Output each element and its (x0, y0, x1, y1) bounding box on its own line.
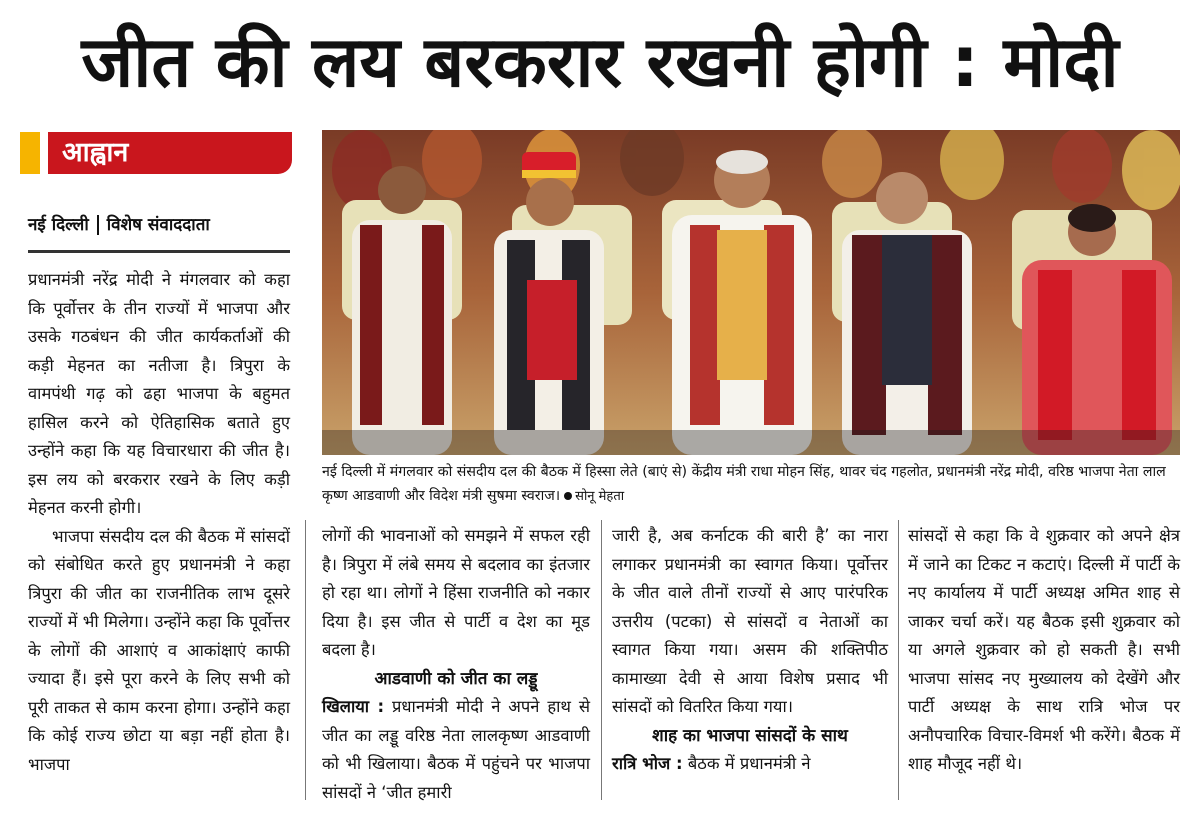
byline (28, 212, 210, 235)
news-photo (322, 130, 1180, 455)
subheading-runin: खिलाया : (322, 697, 385, 716)
subheading-runin: रात्रि भोज : (612, 754, 683, 773)
paragraph (322, 693, 590, 807)
paragraph: भाजपा संसदीय दल की बैठक में सांसदों को संबोधित करते हुए प्रधानमंत्री ने कहा त्रिपुरा की जीत का राजनीतिक लाभ दूसरे राज्यों में भी मिलेगा। उन्होंने कहा कि पूर्वोत्तर के लोगों की आशाएं व आकांक्षाएं काफी ज्यादा हैं। इसे पूरा करने के लिए सभी को पूरी ताकत से काम करना होगा। उन्होंने कहा कि कोई राज्य छोटा या बड़ा नहीं होता है। भाजपा (28, 526, 290, 774)
byline-separator (97, 215, 99, 235)
paragraph (612, 750, 888, 779)
subheading: आडवाणी को जीत का लड्डू (374, 668, 538, 689)
paragraph: जारी है, अब कर्नाटक की बारी है’ का नारा लगाकर प्रधानमंत्री का स्वागत किया। पूर्वोत्तर के जीत वाले तीनों राज्यों से आए पारंपरिक उत्तरीय (पटका) से सांसदों व नेताओं का स्वागत किया गया। असम की शक्तिपीठ कामाख्या देवी से आया विशेष प्रसाद भी सांसदों को वितरित किया गया। (612, 526, 888, 716)
photo-caption (322, 460, 1180, 509)
paragraph-text: प्रधानमंत्री मोदी ने अपने हाथ से जीत का लड्डू वरिष्ठ नेता लालकृष्ण आडवाणी को भी खिलाया। बैठक में पहुंचने पर भाजपा सांसदों ने ‘जीत हमारी (322, 697, 590, 802)
kicker-accent-bar (20, 132, 40, 174)
article-column-4 (908, 522, 1180, 779)
column-divider (898, 520, 899, 800)
article-column-3 (612, 522, 888, 779)
paragraph: लोगों की भावनाओं को समझने में सफल रही है। त्रिपुरा में लंबे समय से बदलाव का इंतजार हो रहा था। लोगों ने हिंसा राजनीति को नकार दिया है। इस जीत से पार्टी व देश का मूड बदला है। (322, 526, 590, 659)
section-kicker (20, 132, 292, 174)
subheading: शाह का भाजपा सांसदों के साथ (652, 725, 848, 746)
caption-text: नई दिल्ली में मंगलवार को संसदीय दल की बैठक में हिस्सा लेते (बाएं से) केंद्रीय मंत्री राधा मोहन सिंह, थावर चंद गहलोत, प्रधानमंत्री नरेंद्र मोदी, वरिष्ठ भाजपा नेता लाल कृष्ण आडवाणी और विदेश मंत्री सुषमा स्वराज। (322, 464, 1166, 504)
headline: जीत की लय बरकरार रखनी होगी : मोदी (81, 21, 1119, 103)
byline-place: नई दिल्ली (28, 215, 89, 235)
column-rule (28, 250, 290, 253)
photo-credit: सोनू मेहता (575, 489, 625, 504)
paragraph-text: बैठक में प्रधानमंत्री ने (682, 754, 811, 773)
news-photo-illustration (322, 130, 1180, 455)
paragraph: प्रधानमंत्री नरेंद्र मोदी ने मंगलवार को कहा कि पूर्वोत्तर के तीन राज्यों में भाजपा और उसके गठबंधन की जीत कार्यकर्ताओं की कड़ी मेहनत का नतीजा है। त्रिपुरा के वामपंथी गढ़ को ढहा भाजपा के बहुमत हासिल करने को ऐतिहासिक बताते हुए उन्होंने कहा कि यह विचारधारा की जीत है। इस लय को बरकरार रखने के लिए कड़ी मेहनत करनी होगी। (28, 270, 290, 517)
article-column-2 (322, 522, 590, 807)
article-column-1 (28, 266, 290, 779)
credit-bullet-icon (564, 492, 572, 500)
column-divider (601, 520, 602, 800)
column-divider (305, 520, 306, 800)
byline-reporter: विशेष संवाददाता (106, 215, 210, 235)
kicker-label: आह्वान (48, 132, 292, 174)
paragraph: सांसदों से कहा कि वे शुक्रवार को अपने क्षेत्र में जाने का टिकट न कटाएं। दिल्ली में पार्टी के नए कार्यालय में पार्टी अध्यक्ष अमित शाह से जाकर चर्चा करें। यह बैठक इसी शुक्रवार को या अगले शुक्रवार को हो सकती है। सभी भाजपा सांसद नए मुख्यालय को देखेंगे और पार्टी अध्यक्ष के साथ रात्रि भोज पर अनौपचारिक विचार-विमर्श भी करेंगे। बैठक में शाह मौजूद नहीं थे। (908, 526, 1180, 773)
